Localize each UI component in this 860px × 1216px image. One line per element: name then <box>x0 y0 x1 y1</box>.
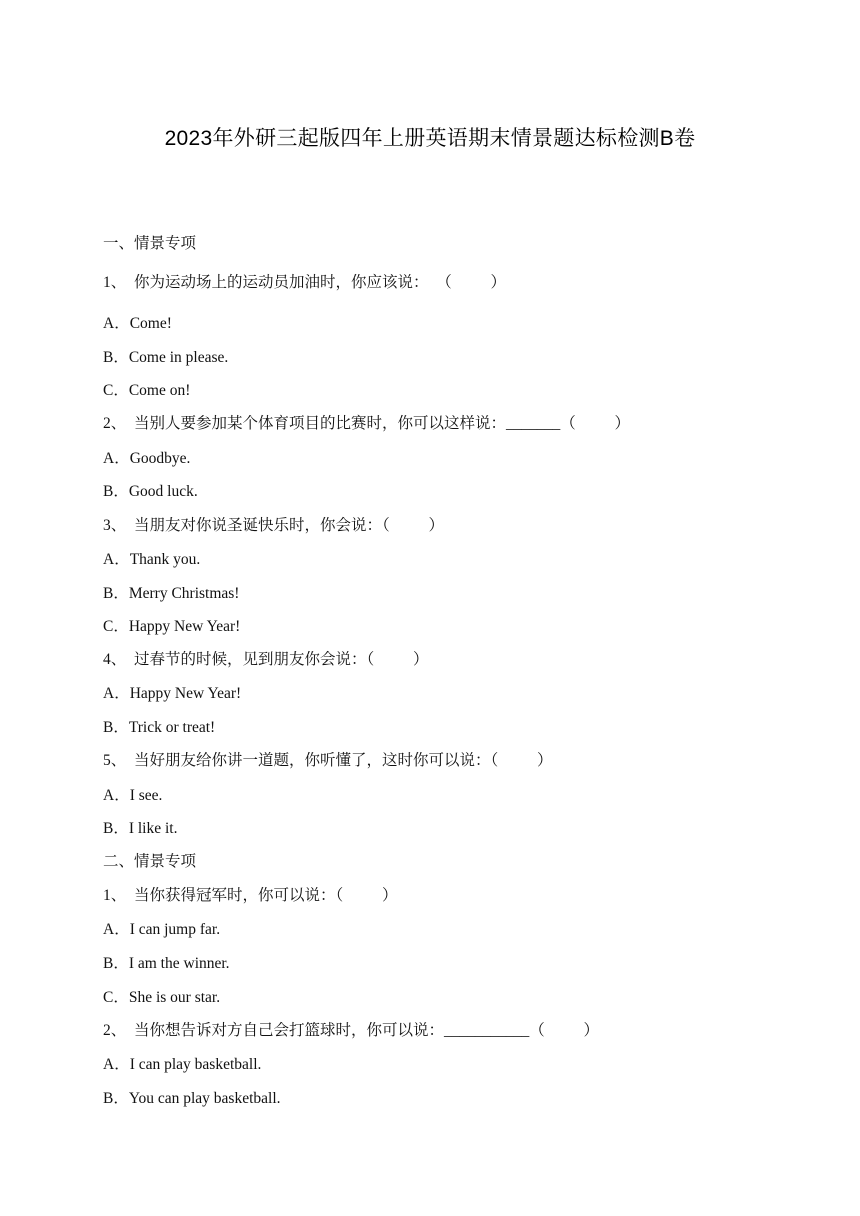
option: A．I see. <box>103 787 163 804</box>
option: C．Come on! <box>103 382 191 399</box>
option: A．Come! <box>103 315 172 332</box>
question-2: 2、 当别人要参加某个体育项目的比赛时，你可以这样说：_______（ ） <box>103 415 631 432</box>
option: B．Come in please. <box>103 349 229 366</box>
question-3: 3、 当朋友对你说圣诞快乐时，你会说：（ ） <box>103 517 445 534</box>
option: B．I like it. <box>103 820 178 837</box>
question-1: 1、 当你获得冠军时，你可以说：（ ） <box>103 887 398 904</box>
option: B．Merry Christmas! <box>103 585 240 602</box>
option: B．You can play basketball. <box>103 1090 281 1107</box>
option: A．Happy New Year! <box>103 685 242 702</box>
section-heading: 二、情景专项 <box>103 853 197 870</box>
option: A．I can jump far. <box>103 921 221 938</box>
question-2: 2、 当你想告诉对方自己会打篮球时，你可以说：___________（ ） <box>103 1022 600 1039</box>
option: C．Happy New Year! <box>103 618 241 635</box>
question-5: 5、 当好朋友给你讲一道题，你听懂了，这时你可以说：（ ） <box>103 752 553 769</box>
question-1: 1、 你为运动场上的运动员加油时，你应该说： （ ） <box>103 274 507 291</box>
option: A．Goodbye. <box>103 450 191 467</box>
option: B．Good luck. <box>103 483 198 500</box>
document-title: 2023年外研三起版四年上册英语期末情景题达标检测B卷 <box>164 127 696 150</box>
question-4: 4、 过春节的时候，见到朋友你会说：（ ） <box>103 651 429 668</box>
option: C．She is our star. <box>103 989 221 1006</box>
section-heading: 一、情景专项 <box>103 235 197 252</box>
option: B．I am the winner. <box>103 955 230 972</box>
option: A．I can play basketball. <box>103 1056 262 1073</box>
option: B．Trick or treat! <box>103 719 216 736</box>
option: A．Thank you. <box>103 551 201 568</box>
